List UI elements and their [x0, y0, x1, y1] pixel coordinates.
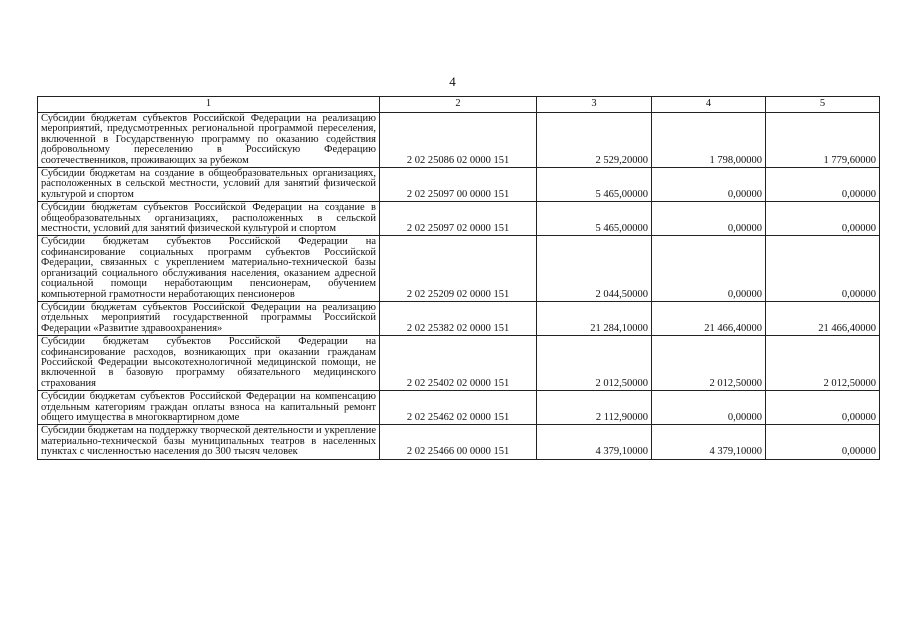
amount-col3: 5 465,00000 [537, 202, 652, 236]
column-number: 1 [38, 97, 380, 113]
budget-code: 2 02 25402 02 0000 151 [380, 336, 537, 391]
table-row [38, 202, 880, 236]
amount-col4: 21 466,40000 [652, 301, 766, 335]
amount-col5: 2 012,50000 [766, 336, 880, 391]
page-number: 4 [449, 74, 456, 89]
budget-code: 2 02 25097 02 0000 151 [380, 202, 537, 236]
budget-code: 2 02 25382 02 0000 151 [380, 301, 537, 335]
column-number: 5 [766, 97, 880, 113]
amount-col3: 2 012,50000 [537, 336, 652, 391]
amount-col4: 0,00000 [652, 236, 766, 301]
table-row [38, 301, 880, 335]
budget-code: 2 02 25466 00 0000 151 [380, 425, 537, 459]
column-number: 3 [537, 97, 652, 113]
table-row [38, 113, 880, 168]
amount-col3: 2 529,20000 [537, 113, 652, 168]
amount-col3: 21 284,10000 [537, 301, 652, 335]
amount-col5: 0,00000 [766, 425, 880, 459]
amount-col5: 0,00000 [766, 236, 880, 301]
column-number-row [38, 97, 880, 113]
table-row [38, 336, 880, 391]
row-description: Субсидии бюджетам на поддержку творческой деятельности и укрепление материально-технической базы муниципальных театров в населенных пунктах с численностью населения до 300 тысяч человек [38, 425, 380, 459]
row-description: Субсидии бюджетам на создание в общеобразовательных организациях, расположенных в сельской местности, условий для занятий физической культурой и спортом [38, 168, 380, 202]
amount-col5: 1 779,60000 [766, 113, 880, 168]
budget-code: 2 02 25209 02 0000 151 [380, 236, 537, 301]
amount-col4: 0,00000 [652, 202, 766, 236]
table-row [38, 391, 880, 425]
amount-col5: 21 466,40000 [766, 301, 880, 335]
table-row [38, 425, 880, 459]
amount-col4: 2 012,50000 [652, 336, 766, 391]
budget-table [37, 96, 880, 460]
column-number: 4 [652, 97, 766, 113]
row-description: Субсидии бюджетам субъектов Российской Федерации на компенсацию отдельным категориям граждан оплаты взноса на капитальный ремонт общего имущества в многоквартирном доме [38, 391, 380, 425]
amount-col3: 4 379,10000 [537, 425, 652, 459]
amount-col4: 4 379,10000 [652, 425, 766, 459]
table-row [38, 236, 880, 301]
column-number: 2 [380, 97, 537, 113]
budget-code: 2 02 25097 00 0000 151 [380, 168, 537, 202]
row-description: Субсидии бюджетам субъектов Российской Федерации на создание в общеобразовательных организациях, расположенных в сельской местности, условий для занятий физической культурой и спортом [38, 202, 380, 236]
budget-code: 2 02 25086 02 0000 151 [380, 113, 537, 168]
amount-col5: 0,00000 [766, 202, 880, 236]
amount-col5: 0,00000 [766, 168, 880, 202]
amount-col4: 0,00000 [652, 391, 766, 425]
amount-col3: 2 112,90000 [537, 391, 652, 425]
amount-col4: 0,00000 [652, 168, 766, 202]
amount-col5: 0,00000 [766, 391, 880, 425]
table-row [38, 168, 880, 202]
budget-code: 2 02 25462 02 0000 151 [380, 391, 537, 425]
row-description: Субсидии бюджетам субъектов Российской Федерации на реализацию мероприятий, предусмотренных региональной программой переселения, включенной в Государственную программу по оказанию содействия добровольному переселению в Российскую Федерацию соотечественников, проживающих за рубежом [38, 113, 380, 168]
amount-col3: 5 465,00000 [537, 168, 652, 202]
row-description: Субсидии бюджетам субъектов Российской Федерации на софинансирование социальных программ субъектов Российской Федерации, связанных с укреплением материально-технической базы организаций социального обслуживания населения, оказанием адресной социальной помощи неработающим пенсионерам, обучением компьютерной грамотности неработающих пенсионеров [38, 236, 380, 301]
row-description: Субсидии бюджетам субъектов Российской Федерации на реализацию отдельных мероприятий государственной программы Российской Федерации «Развитие здравоохранения» [38, 301, 380, 335]
amount-col4: 1 798,00000 [652, 113, 766, 168]
amount-col3: 2 044,50000 [537, 236, 652, 301]
row-description: Субсидии бюджетам субъектов Российской Федерации на софинансирование расходов, возникающих при оказании гражданам Российской Федерации высокотехнологичной медицинской помощи, не включенной в базовую программу обязательного медицинского страхования [38, 336, 380, 391]
